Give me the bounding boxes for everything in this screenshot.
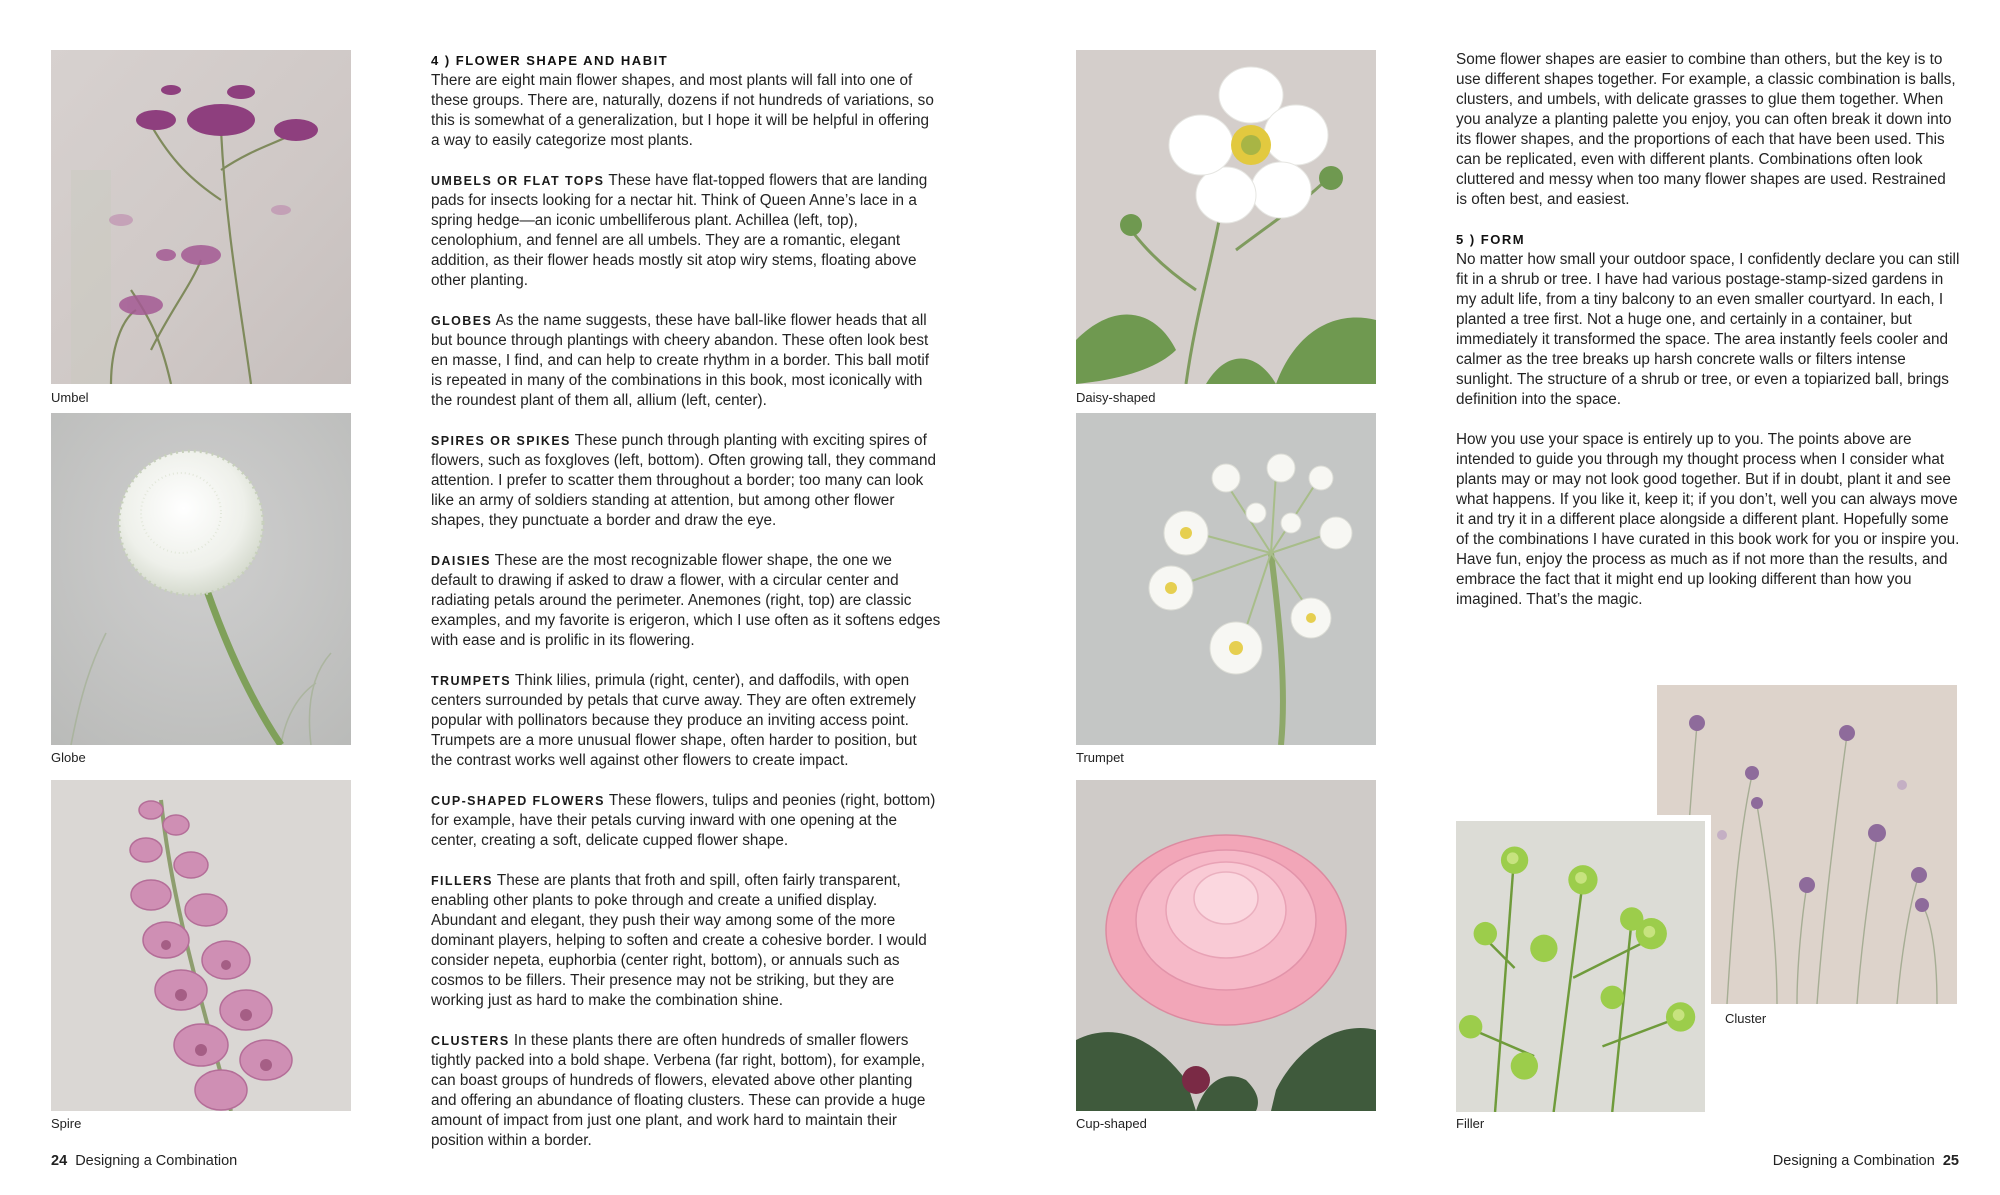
photo-cup xyxy=(1076,780,1376,1111)
entry-head: UMBELS OR FLAT TOPS xyxy=(431,174,605,188)
entry-head: GLOBES xyxy=(431,314,493,328)
entry-fillers xyxy=(431,871,941,1011)
entry-umbels xyxy=(431,171,941,291)
entry-daisies xyxy=(431,551,941,651)
section-title-form: 5 ) FORM xyxy=(1456,232,1526,247)
section-intro: There are eight main flower shapes, and most plants will fall into one of these groups. There are, naturally, dozens if not hundreds of variations, so this is somewhat of a generalization, but I hope it will be helpful in offering a way to easily categorize most plants. xyxy=(431,72,934,149)
continued-paragraph: Some flower shapes are easier to combine than others, but the key is to use different shapes together. For example, a classic combination is balls, clusters, and umbels, with delicate grasses to glue them together. When you analyze a planting palette you enjoy, you can often break it down into its flower shapes, and the proportions of each that have been used. This can be replicated, even with different plants. Combinations often look cluttered and messy when too many flower shapes are used. Restrained is often best, and easiest. xyxy=(1456,51,1956,208)
form-paragraph-1: No matter how small your outdoor space, I confidently declare you can still fit in a shrub or tree. I have had various postage-stamp-sized gardens in my adult life, from a tiny balcony to an even smaller courtyard. In each, I planted a tree first. Not a huge one, and certainly in a container, but immediately it transformed the space. The area instantly feels cooler and calmer as the tree breaks up harsh concrete walls or filters intense sunlight. The structure of a shrub or tree, or even a topiarized ball, brings definition into the space. xyxy=(1456,251,1960,408)
photo-umbel xyxy=(51,50,351,384)
euphorbia-image xyxy=(1456,821,1705,1112)
entry-spires xyxy=(431,431,941,531)
page-number: 24 xyxy=(51,1153,68,1169)
entry-text: Think lilies, primula (right, center), and daffodils, with open centers surrounded by petals that curve away. They are often extremely popular with pollinators because they produce an inviting access point. Trumpets are a more unusual flower shape, often harder to position, but the contrast works well against other flowers to create impact. xyxy=(431,672,917,769)
primula-image xyxy=(1076,413,1376,745)
entry-head: CUP-SHAPED FLOWERS xyxy=(431,794,605,808)
caption-trumpet: Trumpet xyxy=(1076,750,1124,765)
entry-trumpets xyxy=(431,671,941,771)
caption-filler: Filler xyxy=(1456,1116,1485,1131)
entry-head: SPIRES OR SPIKES xyxy=(431,434,571,448)
entry-text: These have flat-topped flowers that are landing pads for insects looking for a nectar hit. Think of Queen Anne’s lace in a spring hedge—an iconic umbelliferous plant. Achillea (left, top), cenolophium, and fennel are all umbels. They are a romantic, elegant addition, as their flower heads mostly sit atop wiry stems, floating above other planting. xyxy=(431,172,928,289)
peony-image xyxy=(1076,780,1376,1111)
photo-globe xyxy=(51,413,351,745)
entry-clusters xyxy=(431,1031,941,1151)
entry-cup-shaped xyxy=(431,791,941,851)
caption-daisy: Daisy-shaped xyxy=(1076,390,1156,405)
entry-text: These flowers, tulips and peonies (right, bottom) for example, have their petals curving inward with one opening at the center, creating a soft, delicate cupped flower shape. xyxy=(431,792,936,849)
right-text-column xyxy=(1456,50,1961,610)
entry-head: FILLERS xyxy=(431,874,493,888)
left-text-column xyxy=(431,51,941,1151)
caption-cup: Cup-shaped xyxy=(1076,1116,1147,1131)
entry-text: These are the most recognizable flower shape, the one we default to drawing if asked to draw a flower, with a circular center and radiating petals around the perimeter. Anemones (right, top) are classic examples, and my favorite is erigeron, which I use often as it softens edges with ease and is prolific in its flowering. xyxy=(431,552,941,649)
left-folio xyxy=(51,1152,237,1170)
entry-globes xyxy=(431,311,941,411)
running-title: Designing a Combination xyxy=(75,1153,238,1169)
page-number: 25 xyxy=(1942,1153,1959,1169)
entry-head: CLUSTERS xyxy=(431,1034,510,1048)
photo-daisy xyxy=(1076,50,1376,384)
running-title: Designing a Combination xyxy=(1772,1153,1935,1169)
caption-globe: Globe xyxy=(51,750,86,765)
right-folio xyxy=(1773,1152,1959,1170)
anemone-image xyxy=(1076,50,1376,384)
entry-text: These are plants that froth and spill, often fairly transparent, enabling other plants to poke through and create a unified display. Abundant and elegant, they push their way among some of the more dominant players, helping to soften and create a cohesive border. I would consider nepeta, euphorbia (center right, bottom), or annuals such as cosmos to be fillers. Their presence may not be striking, but they are working just as hard to make the combination shine. xyxy=(431,872,927,1009)
caption-cluster: Cluster xyxy=(1725,1011,1767,1026)
foxglove-image xyxy=(51,780,351,1111)
entry-head: DAISIES xyxy=(431,554,491,568)
photo-filler xyxy=(1456,815,1711,1112)
entry-text: These punch through planting with exciting spires of flowers, such as foxgloves (left, bottom). Often growing tall, they command attention. I prefer to scatter them throughout a border; too many can look like an army of soldiers standing at attention, but among other flower shapes, they punctuate a border and draw the eye. xyxy=(431,432,937,529)
section-title-flower-shape: 4 ) FLOWER SHAPE AND HABIT xyxy=(431,53,669,68)
form-paragraph-2: How you use your space is entirely up to you. The points above are intended to guide you through my thought process when I consider what plants may or may not look good together. But if in doubt, plant it and see what happens. If you like it, keep it; if you don’t, well you can always move it and try it in a different place alongside a different plant. Hopefully some of the combinations I have curated in this book work for you or inspire you. Have fun, enjoy the process as much as if not more than the results, and embrace the fact that it might end up looking different than how you imagined. That’s the magic. xyxy=(1456,431,1960,608)
entry-head: TRUMPETS xyxy=(431,674,511,688)
allium-image xyxy=(51,413,351,745)
caption-spire: Spire xyxy=(51,1116,82,1131)
photo-trumpet xyxy=(1076,413,1376,745)
entry-text: In these plants there are often hundreds of smaller flowers tightly packed into a bold shape. Verbena (far right, bottom), for example, can boast groups of hundreds of flowers, elevated above other planting and offering an abundance of floating clusters. These can provide a huge amount of impact from just one plant, and work hard to maintain their position within a border. xyxy=(431,1032,926,1149)
entry-text: As the name suggests, these have ball-like flower heads that all but bounce through plantings with cheery abandon. These often look best en masse, I find, and can help to create rhythm in a border. This ball motif is repeated in many of the combinations in this book, most iconically with the roundest plant of them all, allium (left, center). xyxy=(431,312,929,409)
achillea-image xyxy=(51,50,351,384)
photo-spire xyxy=(51,780,351,1111)
caption-umbel: Umbel xyxy=(51,390,89,405)
